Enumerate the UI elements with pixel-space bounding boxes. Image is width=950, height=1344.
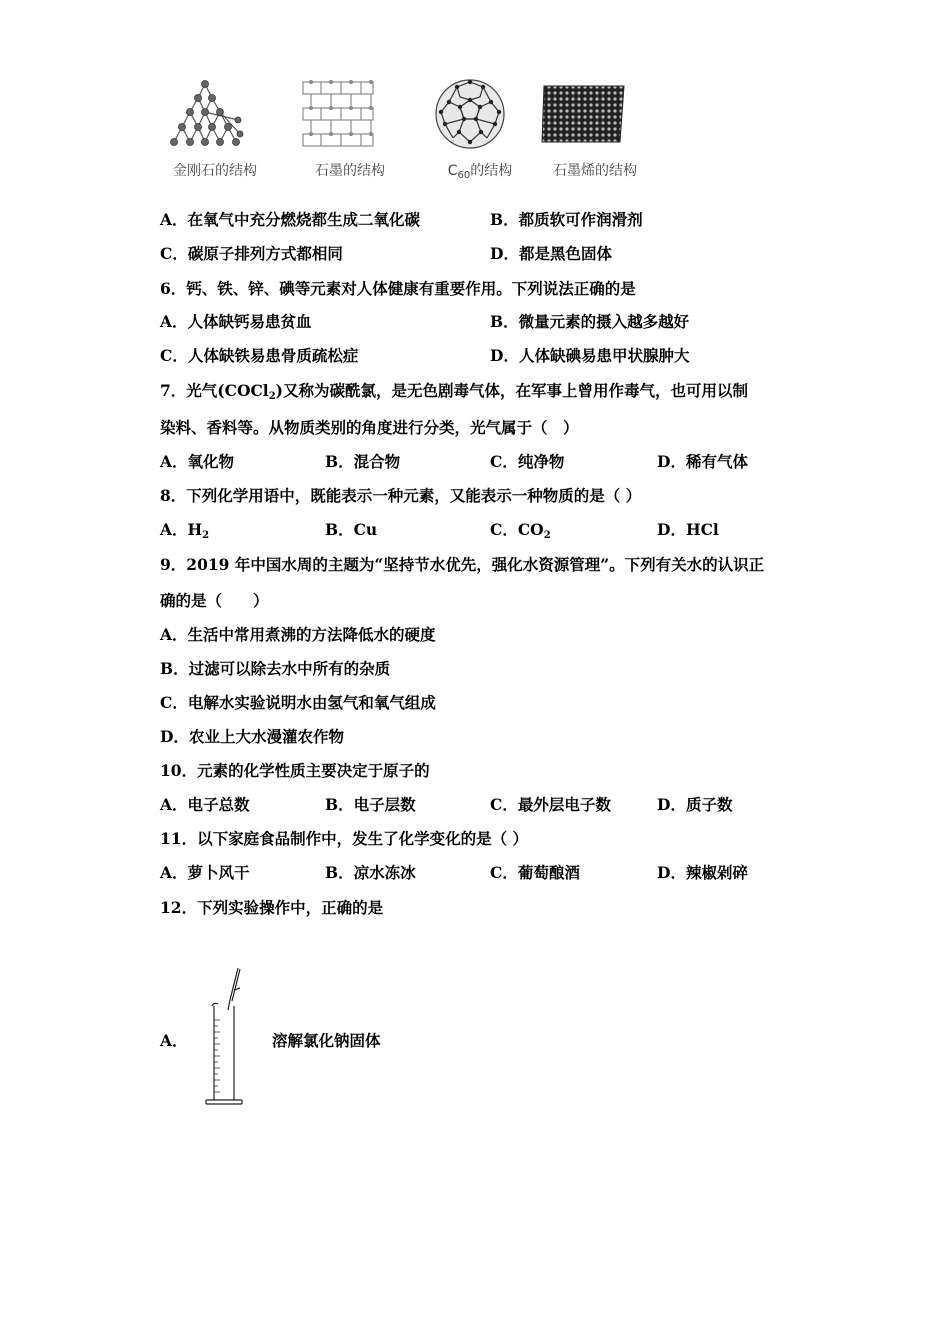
q11-option-d[interactable]: D．辣椒剁碎: [657, 863, 748, 882]
q6-stem: 6．钙、铁、锌、碘等元素对人体健康有重要作用。下列说法正确的是: [160, 279, 636, 298]
q7-option-c[interactable]: C．纯净物: [490, 452, 565, 471]
graphite-structure-icon: [295, 72, 405, 160]
q8-option-c[interactable]: C．$CO_2$: [490, 520, 551, 541]
q11-option-a[interactable]: A．萝卜风干: [160, 863, 250, 882]
graduated-cylinder-icon: [202, 960, 262, 1110]
q11-stem: 11．以下家庭食品制作中，发生了化学变化的是（ ）: [160, 829, 528, 848]
q7-option-d[interactable]: D．稀有气体: [657, 452, 748, 471]
graphite-figure: [295, 72, 405, 182]
q6-option-d[interactable]: D．人体缺碘易患甲状腺肿大: [490, 346, 690, 365]
diamond-figure: [160, 72, 270, 182]
q9-option-c[interactable]: C．电解水实验说明水由氢气和氧气组成: [160, 693, 436, 712]
q5-option-a[interactable]: A．在氧气中充分燃烧都生成二氧化碳: [160, 210, 421, 229]
c60-structure-icon: [425, 72, 535, 160]
q9-stem-line2: 确的是（ ）: [160, 591, 269, 610]
q9-option-d[interactable]: D．农业上大水漫灌农作物: [160, 727, 344, 746]
q7-stem-line2: 染料、香料等。从物质类别的角度进行分类，光气属于（ ）: [160, 418, 579, 437]
q7-stem: 7．光气(COCl$_2$)又称为碳酰氯，是无色剧毒气体，在军事上曾用作毒气，也可用以制: [160, 381, 748, 402]
carbon-structures-figure: [160, 72, 660, 182]
diamond-structure-icon: [160, 72, 270, 160]
q10-stem: 10．元素的化学性质主要决定于原子的: [160, 761, 430, 780]
q8-option-d[interactable]: D．HCl: [657, 520, 719, 539]
q8-option-a[interactable]: A．$H_2$: [160, 520, 210, 541]
q11-option-b[interactable]: B．凉水冻冰: [325, 863, 416, 882]
q6-option-c[interactable]: C．人体缺铁易患骨质疏松症: [160, 346, 359, 365]
q9-option-a[interactable]: A．生活中常用煮沸的方法降低水的硬度: [160, 625, 436, 644]
c60-caption: $C_{60}$的结构: [447, 163, 513, 181]
q12-option-a-label: A．: [160, 1031, 188, 1050]
q9-option-b[interactable]: B．过滤可以除去水中所有的杂质: [160, 659, 391, 678]
q10-option-a[interactable]: A．电子总数: [160, 795, 250, 814]
q6-option-b[interactable]: B．微量元素的摄入越多越好: [490, 312, 690, 331]
graphite-caption: 石墨的结构: [315, 163, 385, 179]
q10-option-b[interactable]: B．电子层数: [325, 795, 416, 814]
q7-option-a[interactable]: A．氧化物: [160, 452, 235, 471]
graphene-figure: [540, 72, 650, 182]
diamond-caption: 金刚石的结构: [173, 163, 257, 179]
q12-option-a[interactable]: [160, 960, 460, 1120]
q7-option-b[interactable]: B．混合物: [325, 452, 401, 471]
q12-option-a-text: 溶解氯化钠固体: [272, 1031, 381, 1050]
q6-option-a[interactable]: A．人体缺钙易患贫血: [160, 312, 312, 331]
q10-option-d[interactable]: D．质子数: [657, 795, 733, 814]
q5-option-d[interactable]: D．都是黑色固体: [490, 244, 612, 263]
q5-option-b[interactable]: B．都质软可作润滑剂: [490, 210, 643, 229]
q12-stem: 12．下列实验操作中，正确的是: [160, 898, 384, 917]
q8-stem: 8．下列化学用语中，既能表示一种元素，又能表示一种物质的是（ ）: [160, 486, 642, 505]
q5-option-c[interactable]: C．碳原子排列方式都相同: [160, 244, 343, 263]
c60-figure: [425, 72, 535, 182]
q9-stem: 9．2019 年中国水周的主题为“坚持节水优先，强化水资源管理”。下列有关水的认识正: [160, 555, 765, 574]
graphene-structure-icon: [540, 72, 650, 160]
q11-option-c[interactable]: C．葡萄酿酒: [490, 863, 580, 882]
q10-option-c[interactable]: C．最外层电子数: [490, 795, 611, 814]
graphene-caption: 石墨烯的结构: [553, 163, 637, 179]
q8-option-b[interactable]: B．Cu: [325, 520, 378, 539]
